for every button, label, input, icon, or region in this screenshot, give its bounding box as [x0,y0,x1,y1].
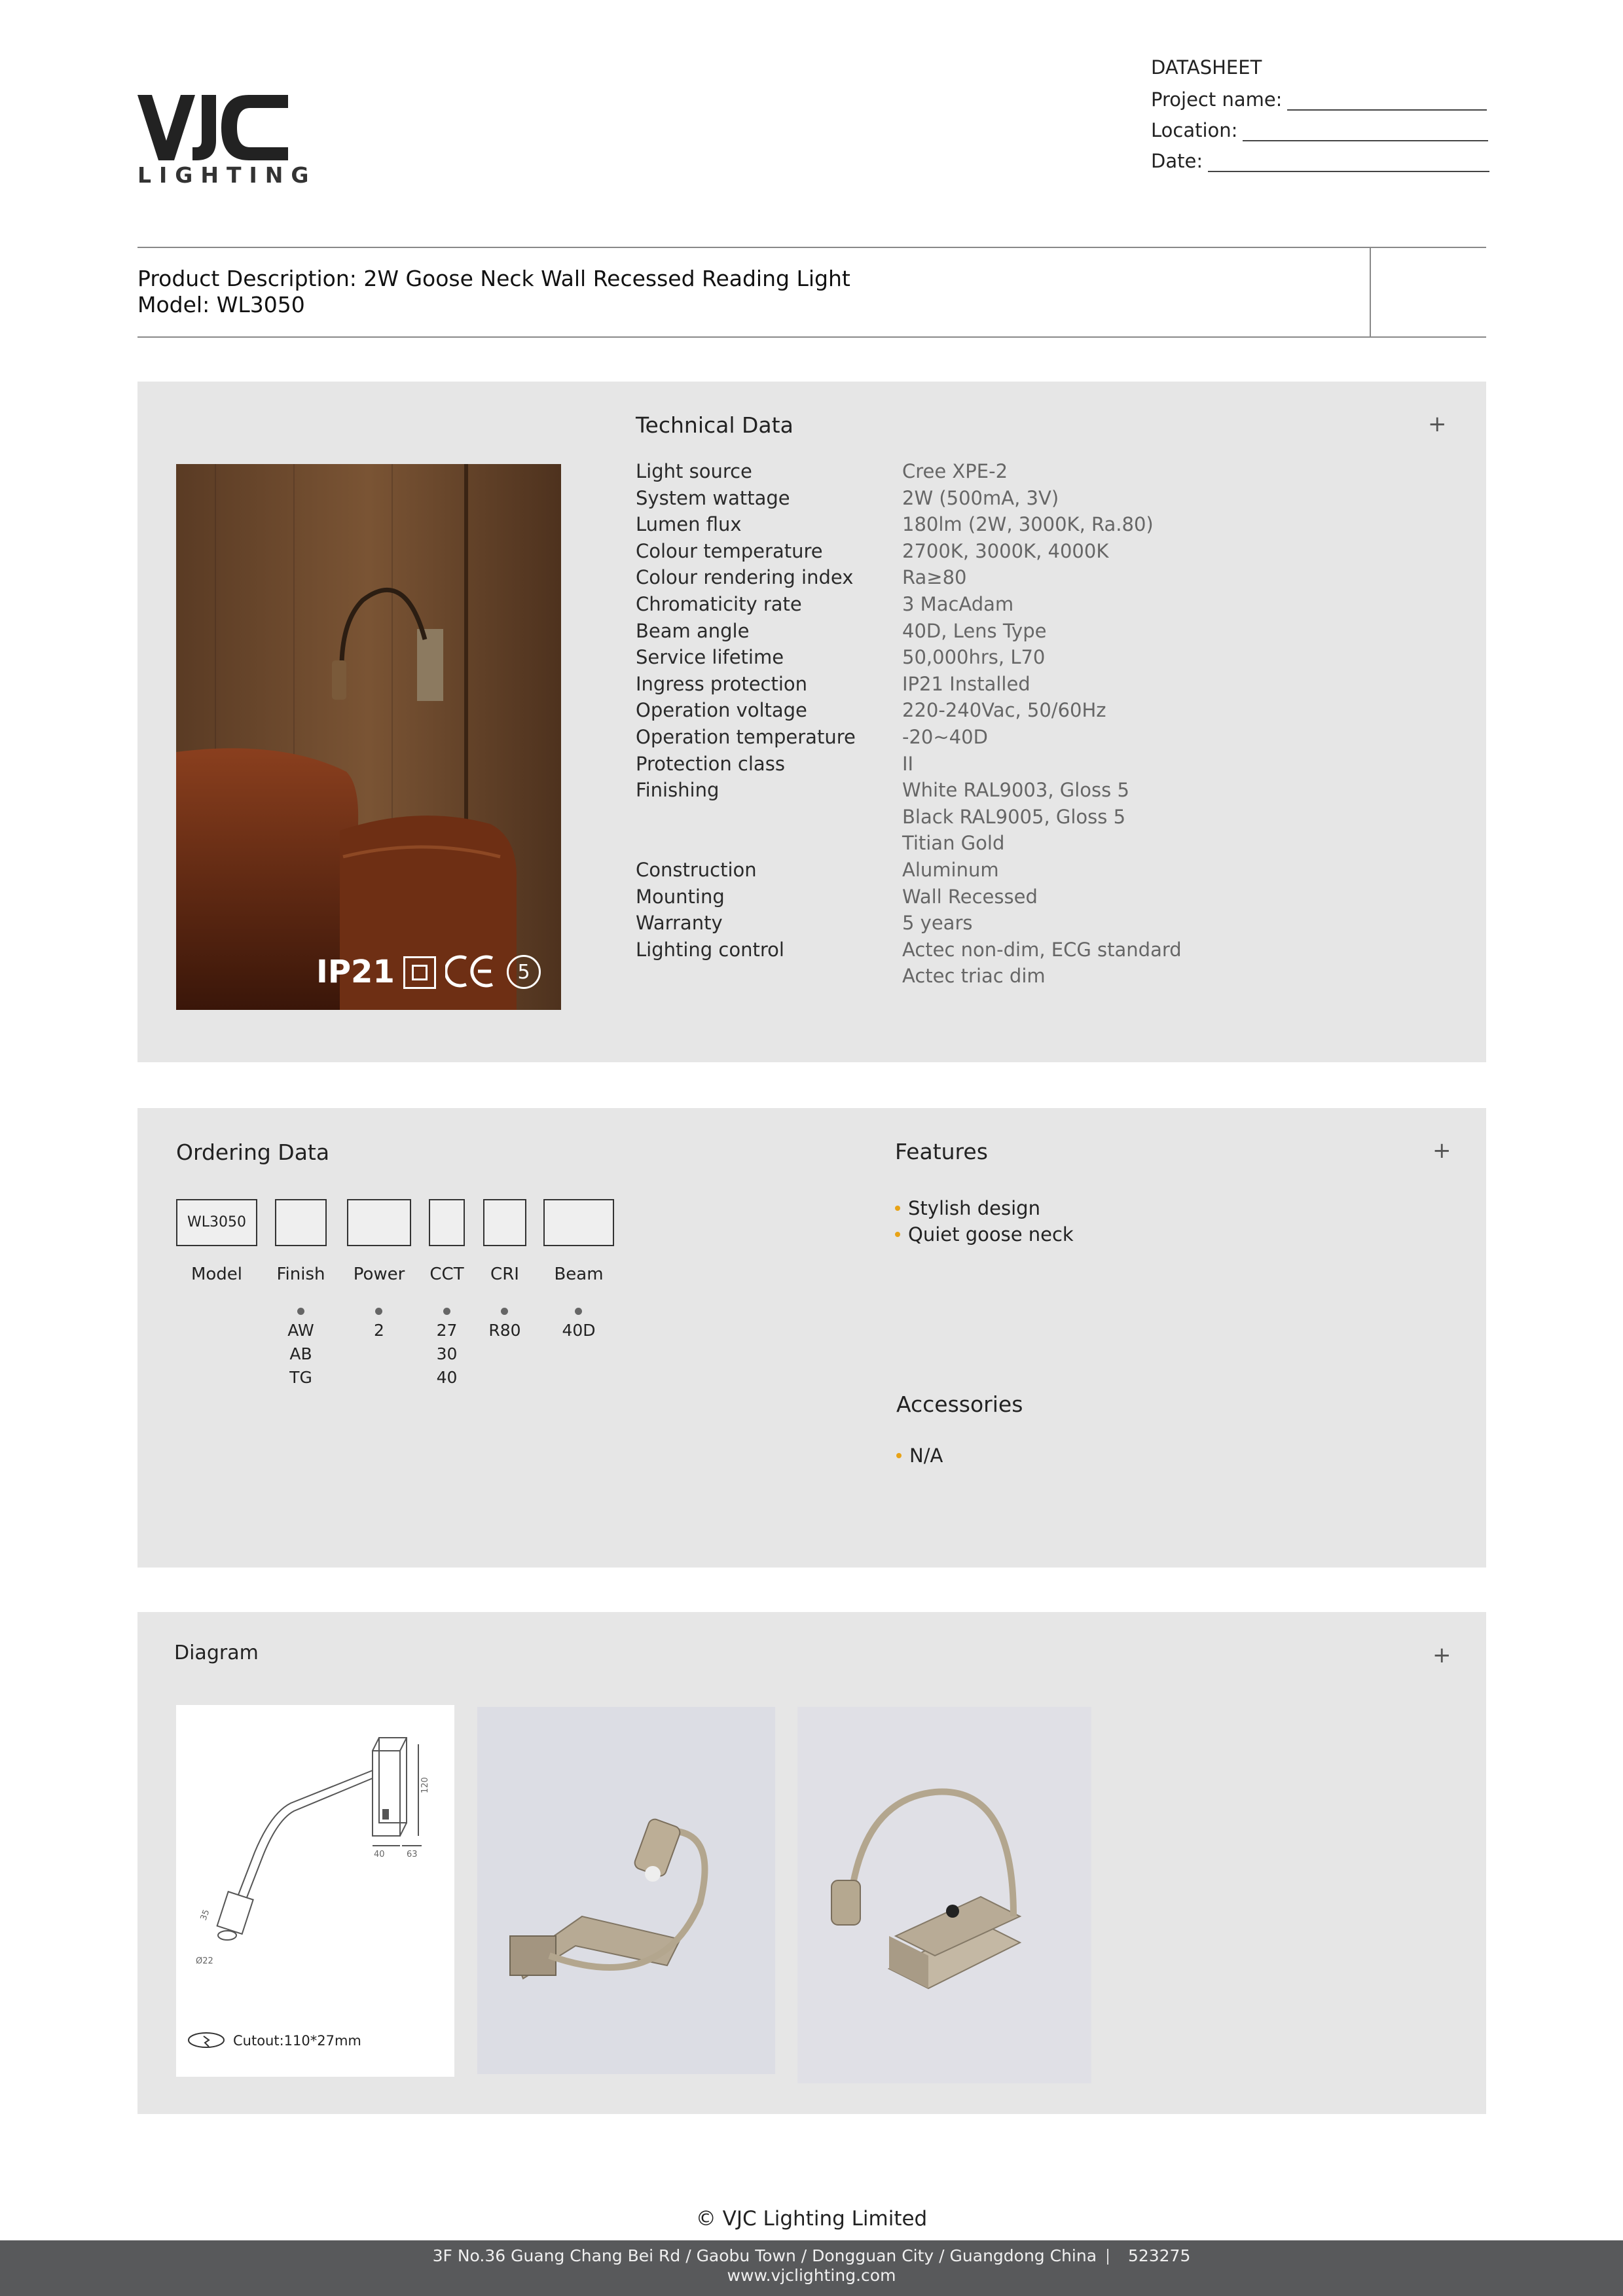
beam-option: 40D [562,1321,596,1340]
order-box-beam[interactable] [543,1199,614,1246]
dim-width: 40 [374,1850,385,1859]
tech-row-label: Warranty [636,912,723,934]
cct-option: 30 [436,1344,458,1363]
order-cri-options [477,1319,533,1342]
order-dot-cri [501,1308,508,1315]
bullet-icon [895,1232,900,1237]
tech-row-value: Actec triac dim [902,965,1046,987]
technical-data-title: Technical Data [636,412,793,438]
tech-row-label: Lumen flux [636,513,742,535]
footer-website[interactable]: www.vjclighting.com [727,2266,896,2285]
tech-row-value: 3 MacAdam [902,593,1014,615]
diagram-title: Diagram [174,1641,259,1664]
order-header-model: Model [191,1265,243,1284]
tech-row-value: Cree XPE-2 [902,460,1008,482]
date-line[interactable] [1208,154,1489,172]
order-header-finish: Finish [276,1265,325,1284]
product-photo-angle-2 [797,1707,1091,2083]
features-list [895,1195,1074,1247]
order-dot-cct [443,1308,450,1315]
dim-height: 120 [420,1777,430,1793]
product-description: Product Description: 2W Goose Neck Wall Recessed Reading Light [137,266,850,291]
tech-row-label: Finishing [636,779,720,801]
technical-drawing [176,1705,454,2077]
technical-expand-icon[interactable]: + [1428,411,1447,437]
copyright-text: © VJC Lighting Limited [695,2207,928,2231]
tech-row-value: 2700K, 3000K, 4000K [902,540,1109,562]
tech-row-value: IP21 Installed [902,673,1030,695]
order-box-power[interactable] [347,1199,411,1246]
datasheet-title: DATASHEET [1151,56,1262,79]
ip21-badge: IP21 [316,954,395,990]
order-box-finish[interactable] [275,1199,327,1246]
order-finish-options [268,1319,333,1390]
diagram-expand-icon[interactable]: + [1432,1642,1451,1668]
bullet-icon [895,1206,900,1211]
location-label: Location: [1151,119,1238,141]
order-box-cct[interactable] [429,1199,465,1246]
order-box-cri[interactable] [483,1199,526,1246]
order-header-cri: CRI [490,1265,519,1284]
tech-row-label: Colour rendering index [636,566,854,588]
cri-option: R80 [488,1321,521,1340]
tech-row-value: Titian Gold [902,832,1005,854]
tech-row-value: Black RAL9005, Gloss 5 [902,806,1126,828]
tech-row-label: Chromaticity rate [636,593,802,615]
accessories-list [896,1443,943,1469]
tech-row-label: Protection class [636,753,785,775]
postcode-text: 523275 [1127,2246,1191,2265]
feature-item: Quiet goose neck [895,1221,1074,1247]
tech-row-label: Construction [636,859,757,881]
tech-row-label: Operation temperature [636,726,856,748]
tech-row-value: White RAL9003, Gloss 5 [902,779,1129,801]
tech-row-value: 50,000hrs, L70 [902,646,1046,668]
order-dot-beam [575,1308,582,1315]
dim-depth: 63 [407,1850,418,1859]
footer-address [0,2246,1623,2265]
divider-vertical [1370,247,1371,338]
tech-row-value: 180lm (2W, 3000K, Ra.80) [902,513,1154,535]
order-header-power: Power [353,1265,405,1284]
tech-row-label: Service lifetime [636,646,784,668]
divider-top [137,247,1486,248]
tech-row-label: Mounting [636,886,725,908]
ordering-panel [137,1108,1486,1568]
tech-row-value: Aluminum [902,859,999,881]
tech-row-label: Beam angle [636,620,750,642]
finish-option: TG [289,1368,312,1387]
tech-row-value: 220-240Vac, 50/60Hz [902,699,1106,721]
cct-option: 40 [436,1368,458,1387]
order-header-cct: CCT [429,1265,464,1284]
project-name-label: Project name: [1151,88,1283,111]
address-separator [1107,2249,1108,2265]
tech-row-value: 40D, Lens Type [902,620,1047,642]
tech-row-value: 2W (500mA, 3V) [902,487,1059,509]
order-model-code: WL3050 [187,1214,246,1230]
dim-diameter: Ø22 [196,1956,213,1966]
cct-option: 27 [436,1321,458,1340]
tech-row-value: 5 years [902,912,973,934]
order-beam-options [543,1319,614,1342]
ordering-data-title: Ordering Data [176,1139,330,1165]
order-header-beam: Beam [554,1265,604,1284]
tech-row-label: Lighting control [636,939,784,961]
finish-option: AW [287,1321,314,1340]
dim-head: 35 [198,1908,212,1922]
ce-mark-icon [445,953,498,997]
location-line[interactable] [1243,123,1488,141]
divider-bottom [137,336,1486,338]
class-ii-icon [403,956,436,989]
tech-row-value: Wall Recessed [902,886,1038,908]
cutout-label: Cutout:110*27mm [233,2033,361,2049]
feature-item: Stylish design [895,1195,1074,1221]
tech-row-value: -20~40D [902,726,988,748]
address-text: 3F No.36 Guang Chang Bei Rd / Gaobu Town / Dongguan City / Guangdong China [432,2246,1097,2265]
tech-row-value: II [902,753,914,775]
accessory-item: N/A [896,1443,943,1469]
features-expand-icon[interactable]: + [1432,1138,1451,1164]
tech-row-label: Operation voltage [636,699,807,721]
product-photo [176,464,561,1010]
warranty-5-year-icon [507,955,541,989]
order-box-model [176,1199,257,1246]
tech-row-label: Colour temperature [636,540,823,562]
brand-logo [137,95,288,160]
svg-text:5: 5 [517,961,530,984]
features-title: Features [895,1139,988,1164]
order-power-options [347,1319,411,1342]
order-dot-power [375,1308,382,1315]
order-cct-options [422,1319,471,1390]
location-field[interactable] [1151,119,1488,141]
tech-row-label: Light source [636,460,752,482]
product-model: Model: WL3050 [137,292,305,317]
bullet-icon [896,1453,902,1458]
order-dot-finish [297,1308,304,1315]
tech-row-value: Actec non-dim, ECG standard [902,939,1182,961]
tech-row-label: Ingress protection [636,673,808,695]
product-photo-angle-1 [477,1707,775,2074]
accessories-title: Accessories [896,1391,1023,1417]
date-field[interactable] [1151,150,1489,172]
project-name-line[interactable] [1287,92,1487,111]
brand-logo-sub: LIGHTING [137,162,317,188]
tech-row-label: System wattage [636,487,790,509]
project-name-field[interactable] [1151,88,1487,111]
power-option: 2 [374,1321,384,1340]
finish-option: AB [289,1344,312,1363]
date-label: Date: [1151,150,1203,172]
tech-row-value: Ra≥80 [902,566,967,588]
